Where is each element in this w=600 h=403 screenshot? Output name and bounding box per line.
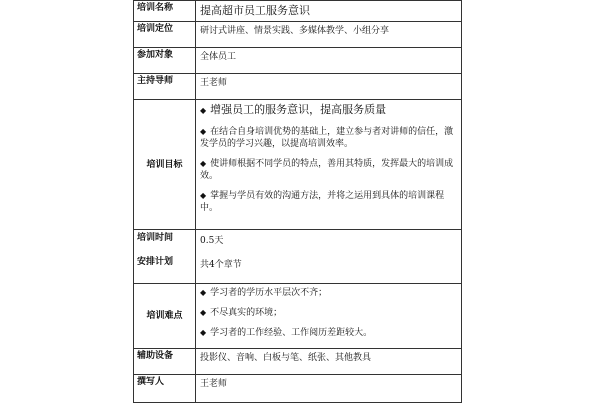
diamond-bullet-icon: ◆	[200, 127, 207, 136]
value-equipment: 投影仪、音响、白板与笔、纸张、其他教具	[196, 349, 462, 375]
diamond-bullet-icon: ◆	[200, 328, 207, 337]
label-writer: 撰写人	[134, 375, 196, 403]
goal-item: ◆ 掌握与学员有效的沟通方法，并将之运用到具体的培训课程中。	[200, 191, 445, 213]
label-name: 培训名称	[134, 1, 196, 22]
value-plan: 共4个章节	[200, 260, 242, 270]
training-plan-table	[133, 0, 462, 403]
value-instructor: 王老师	[196, 74, 462, 100]
difficulty-item: ◆ 学习者的工作经验、工作阅历差距较大。	[200, 328, 373, 338]
row-positioning	[134, 22, 462, 48]
value-goals	[196, 100, 462, 230]
row-participants	[134, 48, 462, 74]
goal-item: ◆ 在结合自身培训优势的基础上，建立参与者对讲师的信任，激发学员的学习兴趣，以提高培训效率。	[200, 127, 454, 149]
row-equipment	[134, 349, 462, 375]
value-name: 提高超市员工服务意识	[196, 1, 462, 22]
row-instructor	[134, 74, 462, 100]
difficulty-item: ◆ 不尽真实的环境；	[200, 308, 283, 318]
value-participants: 全体员工	[196, 48, 462, 74]
goal-item: ◆ 使讲师根据不同学员的特点，善用其特质，发挥最大的培训成效。	[200, 159, 454, 181]
label-time-2: 安排计划	[137, 257, 174, 267]
label-participants: 参加对象	[134, 48, 196, 74]
difficulty-item: ◆ 学习者的学历水平层次不齐；	[200, 288, 328, 298]
label-goals: 培训目标	[134, 100, 196, 230]
label-positioning: 培训定位	[134, 22, 196, 48]
value-writer: 王老师	[196, 375, 462, 403]
label-time-1: 培训时间	[137, 233, 174, 243]
label-instructor: 主持导师	[134, 74, 196, 100]
label-difficulty: 培训难点	[134, 284, 196, 349]
diamond-bullet-icon: ◆	[200, 191, 207, 200]
goal-item: ◆ 增强员工的服务意识，提高服务质量	[200, 103, 387, 116]
row-writer	[134, 375, 462, 403]
diamond-bullet-icon: ◆	[200, 159, 207, 168]
label-time	[134, 230, 196, 284]
diamond-bullet-icon: ◆	[200, 288, 207, 297]
row-name	[134, 1, 462, 22]
value-difficulty	[196, 284, 462, 349]
value-duration: 0.5天	[200, 236, 224, 246]
training-plan-document	[133, 0, 462, 400]
diamond-bullet-icon: ◆	[200, 106, 207, 115]
row-goals	[134, 100, 462, 230]
value-time	[196, 230, 462, 284]
label-equipment: 辅助设备	[134, 349, 196, 375]
row-difficulty	[134, 284, 462, 349]
row-time	[134, 230, 462, 284]
diamond-bullet-icon: ◆	[200, 308, 207, 317]
value-positioning: 研讨式讲座、情景实践、多媒体教学、小组分享	[196, 22, 462, 48]
